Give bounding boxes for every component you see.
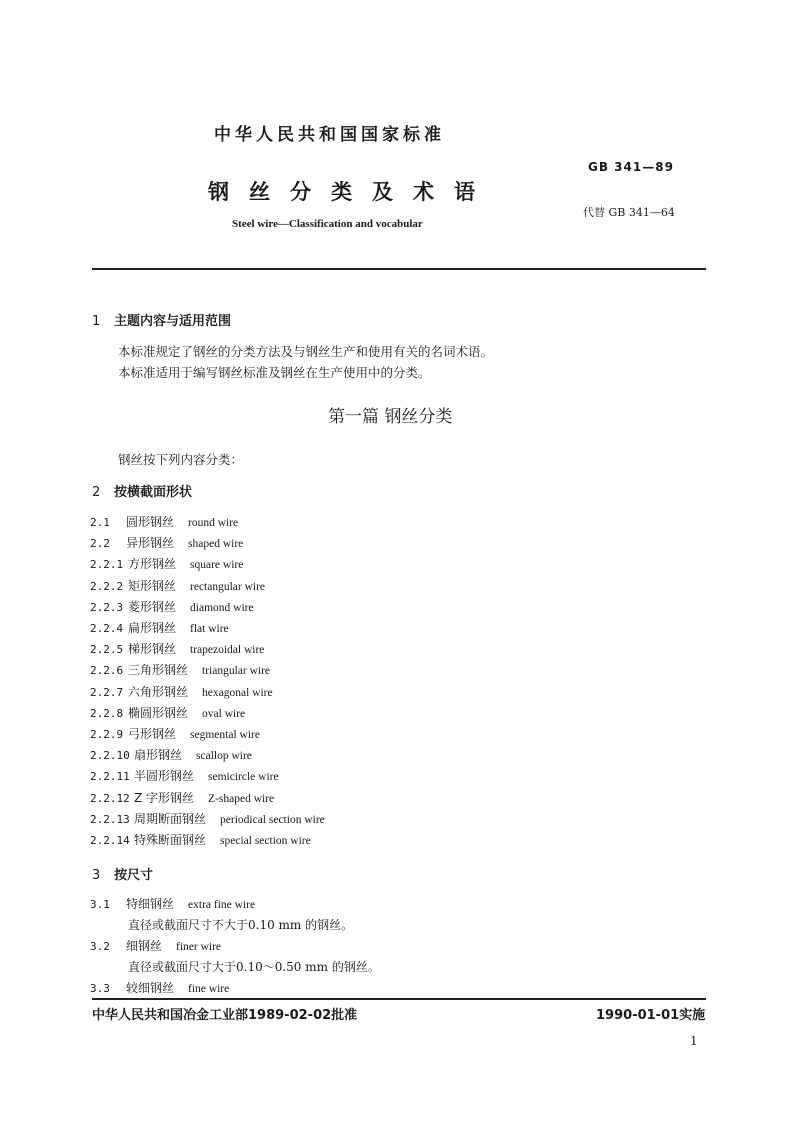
header-divider xyxy=(92,268,706,270)
part-title: 第一篇 钢丝分类 xyxy=(328,407,453,427)
term-english: scallop wire xyxy=(196,750,252,763)
term-entry xyxy=(90,810,325,827)
term-definition: 直径或截面尺寸大于0.10～0.50 mm 的钢丝。 xyxy=(128,960,380,974)
term-chinese: 扁形钢丝 xyxy=(128,621,177,635)
term-chinese: 扇形钢丝 xyxy=(134,748,183,763)
term-chinese: 椭圆形钢丝 xyxy=(128,705,189,720)
term-chinese: 较细钢丝 xyxy=(126,981,175,995)
term-chinese: 周期断面钢丝 xyxy=(134,811,207,826)
term-english: diamond wire xyxy=(190,601,254,614)
term-number: 2.2.12 xyxy=(90,791,130,805)
section-title: 按尺寸 xyxy=(114,868,154,883)
term-chinese: 六角形钢丝 xyxy=(128,684,189,699)
term-entry xyxy=(90,789,274,806)
term-chinese: 特殊断面钢丝 xyxy=(134,833,207,847)
term-entry xyxy=(90,704,245,721)
doc-number: GB 341—89 xyxy=(588,160,674,174)
term-entry xyxy=(90,979,229,996)
term-number: 2.2.5 xyxy=(90,643,124,657)
term-chinese: 异形钢丝 xyxy=(126,536,175,551)
term-entry xyxy=(90,661,270,678)
paragraph: 本标准适用于编写钢丝标准及钢丝在生产使用中的分类。 xyxy=(118,365,431,380)
term-number: 2.2.14 xyxy=(90,834,130,847)
term-number: 2.2.9 xyxy=(90,728,124,741)
term-number: 2.2.2 xyxy=(90,579,124,593)
term-entry xyxy=(90,555,243,572)
section-3-heading xyxy=(92,864,153,883)
term-entry xyxy=(90,598,254,615)
term-english: rectangular wire xyxy=(190,580,266,593)
implementation-date: 1990-01-01实施 xyxy=(596,1008,706,1023)
term-number: 2.1 xyxy=(90,516,110,529)
term-english: trapezoidal wire xyxy=(190,644,265,657)
replaces-note: 代替 GB 341—64 xyxy=(583,206,675,219)
document-title: 钢丝分类及术语 xyxy=(208,180,495,204)
term-chinese: 梯形钢丝 xyxy=(128,642,177,657)
paragraph: 本标准规定了钢丝的分类方法及与钢丝生产和使用有关的名词术语。 xyxy=(118,344,494,359)
term-number: 3.3 xyxy=(90,982,110,995)
term-english: square wire xyxy=(190,559,244,572)
term-number: 2.2.4 xyxy=(90,622,124,635)
term-entry xyxy=(90,767,279,784)
term-chinese: 方形钢丝 xyxy=(128,557,177,572)
paragraph: 钢丝按下列内容分类： xyxy=(118,452,244,467)
section-title: 主题内容与适用范围 xyxy=(114,314,232,329)
term-chinese: 弓形钢丝 xyxy=(128,727,177,741)
term-chinese: 三角形钢丝 xyxy=(128,663,189,678)
term-entry xyxy=(90,577,265,594)
term-chinese: Z 字形钢丝 xyxy=(134,790,195,805)
term-chinese: 特细钢丝 xyxy=(126,897,175,911)
term-entry xyxy=(90,619,229,636)
term-number: 3.1 xyxy=(90,898,110,911)
term-entry xyxy=(90,725,260,742)
term-number: 2.2.10 xyxy=(90,749,130,763)
term-english: oval wire xyxy=(202,707,246,720)
term-english: flat wire xyxy=(190,623,229,635)
term-number: 2.2.7 xyxy=(90,685,124,699)
section-number: 2 xyxy=(92,485,101,500)
term-chinese: 菱形钢丝 xyxy=(128,599,177,614)
section-2-heading xyxy=(92,481,192,500)
term-entry xyxy=(90,937,221,954)
term-chinese: 圆形钢丝 xyxy=(126,515,175,529)
term-number: 2.2.3 xyxy=(90,600,124,614)
footer-divider xyxy=(92,998,706,1000)
term-entry xyxy=(90,640,264,657)
section-number: 3 xyxy=(92,868,101,883)
term-number: 2.2.1 xyxy=(90,558,124,572)
term-number: 2.2.6 xyxy=(90,664,124,678)
page-number: 1 xyxy=(690,1034,698,1048)
term-number: 3.2 xyxy=(90,940,110,953)
section-number: 1 xyxy=(92,314,101,329)
term-english: semicircle wire xyxy=(208,771,279,784)
term-entry xyxy=(90,831,311,848)
section-1-heading xyxy=(92,310,231,329)
term-number: 2.2.11 xyxy=(90,770,130,784)
approval-note: 中华人民共和国冶金工业部1989-02-02批准 xyxy=(92,1008,358,1023)
term-english: Z-shaped wire xyxy=(208,792,275,805)
term-english: triangular wire xyxy=(202,665,271,678)
term-english: shaped wire xyxy=(188,538,244,551)
term-english: round wire xyxy=(188,517,239,529)
term-definition: 直径或截面尺寸不大于0.10 mm 的钢丝。 xyxy=(128,918,354,932)
term-english: segmental wire xyxy=(190,729,260,741)
term-english: finer wire xyxy=(176,941,222,953)
term-english: hexagonal wire xyxy=(202,686,273,699)
term-english: extra fine wire xyxy=(188,899,256,911)
term-chinese: 矩形钢丝 xyxy=(128,578,177,593)
term-entry xyxy=(90,534,243,551)
term-entry xyxy=(90,513,238,530)
term-entry xyxy=(90,895,255,912)
term-entry xyxy=(90,683,273,700)
english-title: Steel wire—Classification and vocabular xyxy=(232,218,423,230)
term-entry xyxy=(90,746,252,763)
term-english: periodical section wire xyxy=(220,813,325,826)
term-chinese: 细钢丝 xyxy=(126,939,163,953)
term-english: fine wire xyxy=(188,983,230,995)
section-title: 按横截面形状 xyxy=(114,485,193,500)
term-english: special section wire xyxy=(220,835,311,847)
term-number: 2.2.13 xyxy=(90,812,130,826)
standard-title: 中华人民共和国国家标准 xyxy=(214,125,445,145)
term-chinese: 半圆形钢丝 xyxy=(134,769,195,784)
term-number: 2.2.8 xyxy=(90,706,124,720)
term-number: 2.2 xyxy=(90,537,110,551)
